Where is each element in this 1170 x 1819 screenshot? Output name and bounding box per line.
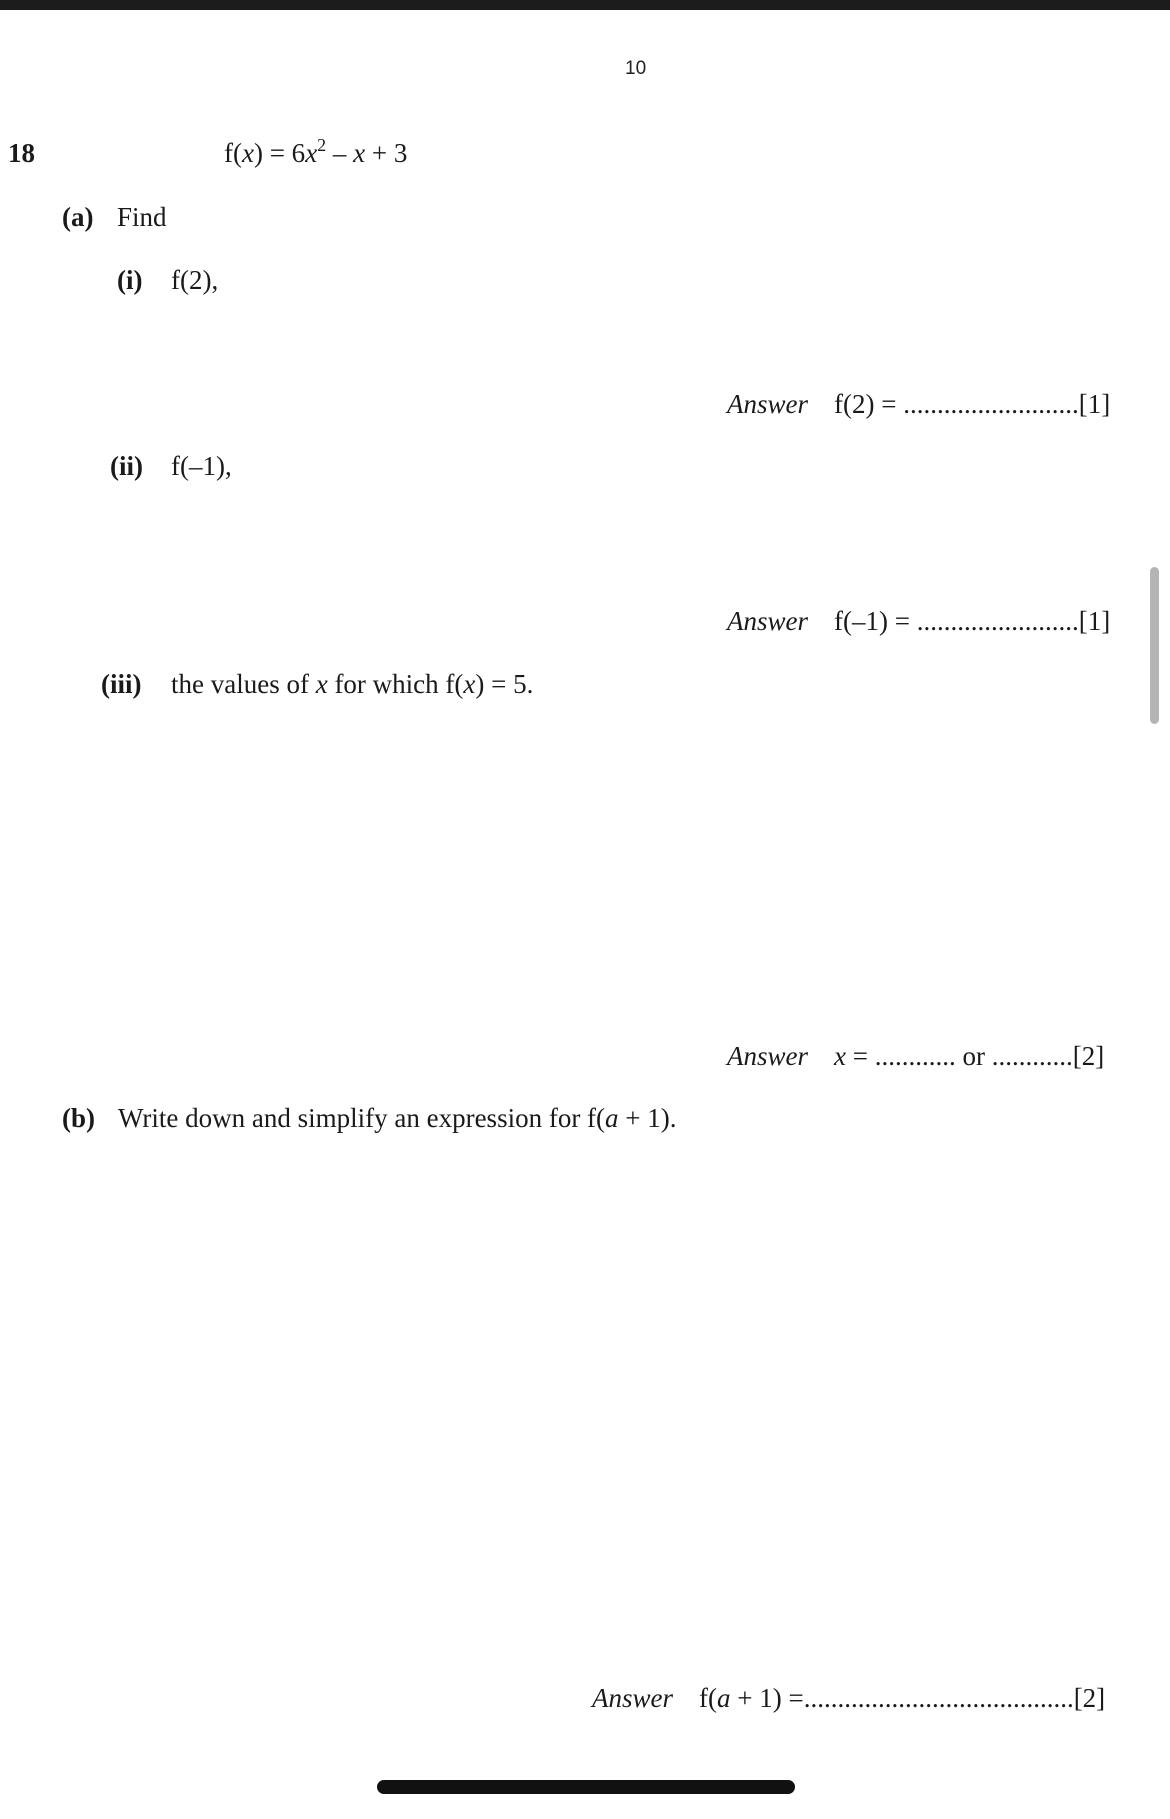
fn-var2: x	[305, 138, 318, 168]
part-a-label: (a)	[62, 202, 94, 232]
page-number: 10	[625, 58, 647, 79]
iii-var: x	[315, 669, 328, 699]
answer-word: Answer	[727, 1041, 808, 1071]
fn-lhs: f(	[224, 138, 242, 168]
top-bar	[0, 0, 1170, 10]
marks-ii: [1]	[1078, 606, 1111, 636]
fn-mid: ) = 6	[253, 138, 306, 168]
answer-word: Answer	[592, 1683, 673, 1713]
part-a-ii-text: f(–1),	[171, 451, 232, 481]
answer-eq: =	[845, 1041, 875, 1071]
fn-exponent: 2	[317, 135, 327, 155]
answer-var: a	[716, 1683, 731, 1713]
b-text-post: + 1).	[618, 1103, 677, 1133]
answer-blank-b[interactable]: ........................................	[803, 1683, 1074, 1713]
answer-lhs: f(2) =	[834, 389, 904, 419]
b-var: a	[605, 1103, 619, 1133]
part-a-iii-text	[171, 669, 533, 700]
fn-var3: x	[353, 138, 366, 168]
part-a-iii-label: (iii)	[101, 669, 142, 699]
part-a-i-label: (i)	[117, 265, 143, 295]
answer-blank-ii[interactable]: ........................	[916, 606, 1079, 636]
answer-line-ii	[727, 606, 1110, 637]
answer-blank-iii-1[interactable]: ............	[874, 1041, 956, 1071]
part-a-instruction: Find	[117, 202, 167, 232]
home-indicator[interactable]	[377, 1780, 795, 1794]
answer-or: or	[955, 1041, 992, 1071]
fn-rest2: + 3	[365, 138, 408, 168]
marks-iii: [2]	[1072, 1041, 1105, 1071]
part-a-ii-label: (ii)	[110, 451, 143, 481]
answer-lhs-post: + 1) =	[730, 1683, 804, 1713]
question-number: 18	[8, 138, 35, 168]
scrollbar[interactable]	[1150, 567, 1159, 724]
b-text-pre: Write down and simplify an expression for f(	[118, 1103, 606, 1133]
fn-var: x	[241, 138, 254, 168]
answer-line-i	[727, 389, 1110, 420]
part-b-text	[118, 1103, 677, 1134]
answer-word: Answer	[727, 606, 808, 636]
fn-rest1: –	[326, 138, 354, 168]
answer-line-iii	[727, 1041, 1104, 1072]
answer-lhs-pre: f(	[699, 1683, 717, 1713]
iii-text-post: ) = 5.	[475, 669, 534, 699]
answer-var: x	[834, 1041, 846, 1071]
function-definition	[224, 135, 408, 169]
marks-i: [1]	[1078, 389, 1111, 419]
answer-word: Answer	[727, 389, 808, 419]
answer-blank-i[interactable]: ..........................	[903, 389, 1079, 419]
answer-blank-iii-2[interactable]: ............	[991, 1041, 1073, 1071]
part-a-i-text: f(2),	[171, 265, 219, 295]
answer-line-b	[592, 1683, 1105, 1714]
answer-lhs: f(–1) =	[834, 606, 917, 636]
iii-text-pre: the values of	[171, 669, 316, 699]
part-b-label: (b)	[62, 1103, 95, 1133]
marks-b: [2]	[1073, 1683, 1106, 1713]
iii-text-mid: for which f(	[327, 669, 464, 699]
iii-var2: x	[463, 669, 476, 699]
